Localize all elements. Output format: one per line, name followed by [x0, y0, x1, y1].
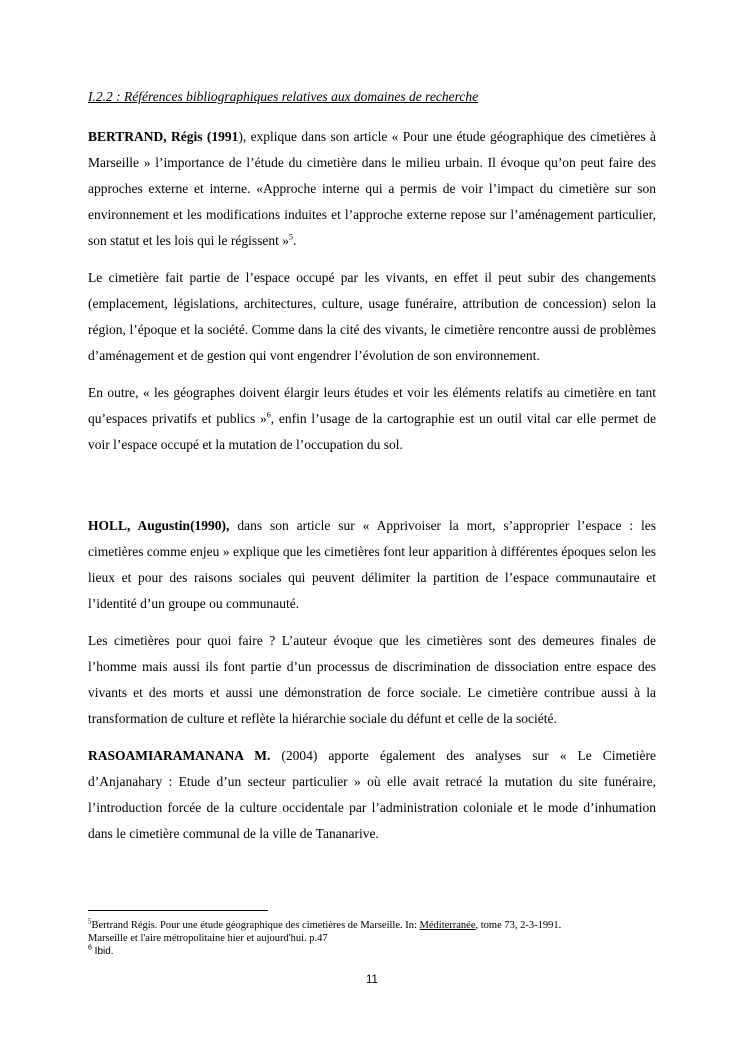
- page-number: 11: [366, 974, 378, 986]
- footnote-ref-5: 5: [288, 232, 293, 242]
- author-close: ): [238, 129, 243, 144]
- paragraph-purpose: Les cimetières pour quoi faire ? L’auteur évoque que les cimetières sont des demeures finales de l’homme mais aussi ils font partie d’un processus de discrimination de dissociation entre espace des vivants et des morts et aussi une démonstration de force sociale. Le cimetière contribue aussi à la transformation de culture et reflète la hiérarchie sociale du défunt et celle de la société.: [88, 633, 656, 726]
- author-name: RASOAMIARAMANANA M.: [88, 748, 271, 763]
- footnote-separator: [88, 910, 268, 911]
- author-name: HOLL, Augustin(1990),: [88, 518, 230, 533]
- paragraph-gap: [88, 469, 656, 513]
- footnote-ref-6: 6: [266, 410, 271, 420]
- page-body: [88, 88, 656, 858]
- footnote-5-line2: Marseille et l'aire métropolitaine hier et aujourd'hui. p.47: [88, 933, 328, 944]
- footnote-text: Bertrand Régis. Pour une étude géographique des cimetières de Marseille. In:: [91, 920, 420, 931]
- paragraph-text: dans son article sur « Apprivoiser la mort, s’approprier l’espace : les cimetières comme enjeu » explique que les cimetières font leur apparition à différentes époques selon les lieux et pour des raisons sociales qui peuvent délimiter la partition de l’espace communautaire et l’identité d’un groupe ou communauté.: [88, 518, 657, 611]
- paragraph-text: (2004) apporte également des analyses sur « Le Cimetière d’Anjanahary : Etude d’un secteur particulier » où elle avait retracé la mutation du site funéraire, l’introduction forcée de la culture occidentale par l’administration coloniale et le mode d’inhumation dans le cimetière communal de la ville de Tananarive.: [88, 748, 656, 841]
- footnote-number: 6: [88, 944, 92, 952]
- paragraph-text: , explique dans son article « Pour une étude géographique des cimetières à Marseille » l’importance de l’étude du cimetière dans le milieu urbain. Il évoque qu’on peut faire des approches externe et interne. «Approche interne qui a permis de voir l’impact du cimetière sur son environnement et les modifications induites et l’approche externe repose sur l’aménagement particulier, son statut et les lois qui le régissent »: [88, 129, 656, 248]
- paragraph-text: En outre, « les géographes doivent élargir leurs études et voir les éléments relatifs au cimetière en tant qu’espaces privatifs et publics »: [88, 385, 656, 426]
- paragraph-text-end: .: [292, 233, 297, 248]
- footnotes: [88, 919, 668, 958]
- paragraph-text-end: , enfin l’usage de la cartographie est un outil vital car elle permet de voir l’espace occupé et la mutation de l’occupation du sol.: [88, 411, 656, 452]
- paragraph-holl: [88, 513, 656, 617]
- footnote-number: 5: [88, 917, 92, 926]
- section-heading: I.2.2 : Références bibliographiques relatives aux domaines de recherche: [88, 89, 479, 104]
- footnote-text-end: , tome 73, 2-3-1991.: [475, 920, 562, 931]
- author-name: BERTRAND, Régis (1991: [88, 129, 239, 144]
- footnote-5: [88, 919, 668, 932]
- journal-title: Méditerranée: [419, 920, 476, 931]
- paragraph-bertrand: [88, 124, 656, 254]
- paragraph-geographers: [88, 380, 656, 458]
- paragraph-cemetery-space: Le cimetière fait partie de l’espace occupé par les vivants, en effet il peut subir des changements (emplacement, législations, architectures, culture, usage funéraire, attribution de concession) selon la région, l’époque et la société. Comme dans la cité des vivants, le cimetière rencontre aussi de problèmes d’aménagement et de gestion qui vont engendrer l’évolution de son environnement.: [88, 270, 656, 363]
- paragraph-rasoamiaramanana: [88, 743, 656, 847]
- footnote-text: Ibid.: [91, 946, 114, 957]
- footnote-6: [88, 945, 668, 958]
